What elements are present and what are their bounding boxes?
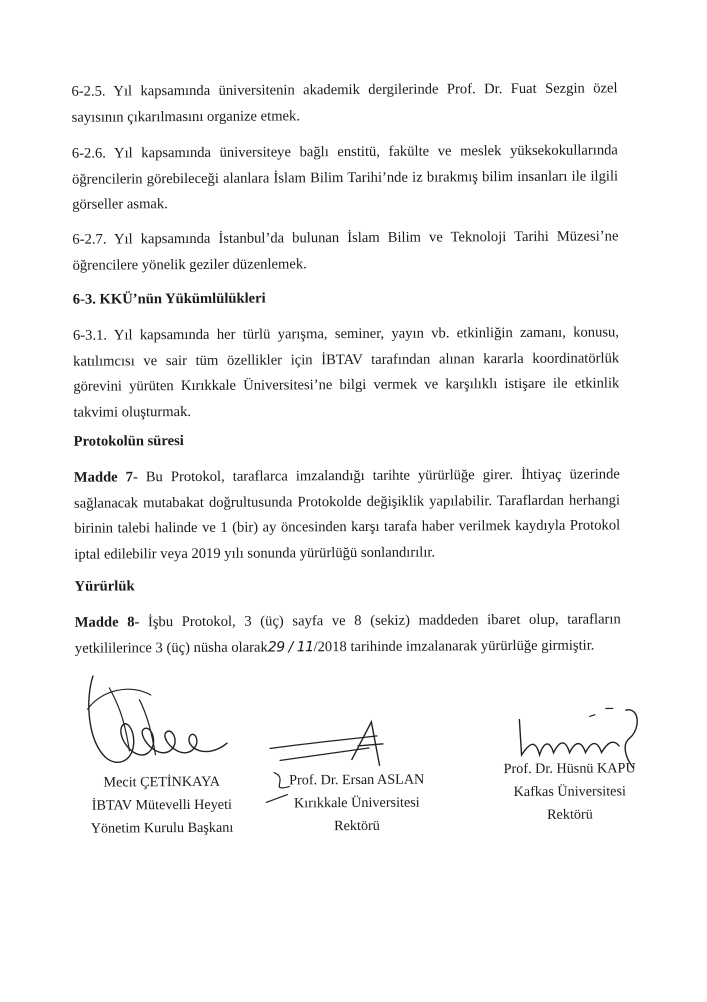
signatory-block-ibtav xyxy=(62,771,262,841)
signatory-position: Rektörü xyxy=(547,806,593,823)
article-6-2-6: 6-2.6. Yıl kapsamında üniversiteye bağlı enstitü, fakülte ve meslek yüksekokullarında öğrencilerin görebileceği alanlara İslam Bilim Tarihi’nde iz bırakmış bilim insanları ile ilgili görseller asmak. xyxy=(71,142,619,213)
section-heading-duration: Protokolün süresi xyxy=(73,433,184,450)
article-6-3-1: 6-3.1. Yıl kapsamında her türlü yarışma, seminer, yayın vb. etkinliğin zamanı, konusu, katılımcısı ve sair tüm özellikler için İBTAV tarafından alınan kararla koordinatörlük görevini yürüten Kırıkkale Üniversitesi’ne bilgi vermek ve karşılıklı istişare ile etkinlik takvimi oluşturmak. xyxy=(72,324,620,421)
article-8 xyxy=(75,607,621,661)
signatory-title: İBTAV Mütevelli Heyeti xyxy=(91,796,233,814)
signatory-block-kafkas xyxy=(470,757,670,827)
handwritten-date: 29 / 11 xyxy=(267,638,314,656)
section-heading-effectiveness: Yürürlük xyxy=(74,578,135,595)
article-8-text-a: İşbu Protokol, 3 (üç) sayfa ve 8 (sekiz) maddeden ibaret olup, tarafların yetkililerince 3 (üç) nüsha olarak xyxy=(74,611,621,657)
article-7-label: Madde 7- xyxy=(73,469,138,486)
signatory-name: Mecit ÇETİNKAYA xyxy=(103,773,221,791)
signatory-name: Prof. Dr. Ersan ASLAN xyxy=(289,771,425,789)
article-6-2-5: 6-2.5. Yıl kapsamında üniversitenin akademik dergilerinde Prof. Dr. Fuat Sezgin özel sayısının çıkarılmasını organize etmek. xyxy=(71,80,618,126)
article-8-label: Madde 8- xyxy=(74,614,140,631)
signature-mecit-cetinkaya xyxy=(81,669,232,780)
signatory-position: Yönetim Kurulu Başkanı xyxy=(90,819,234,837)
signatory-block-kirikkale xyxy=(257,768,457,838)
article-8-text-b: /2018 tarihinde imzalanarak yürürlüğe girmiştir. xyxy=(313,637,595,655)
article-7 xyxy=(74,462,621,567)
signatory-title: Kafkas Üniversitesi xyxy=(513,783,626,801)
article-7-text: Bu Protokol, taraflarca imzalandığı tarihte yürürlüğe girer. İhtiyaç üzerinde sağlanacak mutabakat doğrultusunda Protokolde değişiklik yapılabilir. Taraflardan herhangi birinin talebi halinde ve 1 (bir) ay öncesinden karşı tarafa haber verilmek kaydıyla Protokol iptal edilebilir veya 2019 yılı sonunda yürürlüğü sonlandırılır. xyxy=(73,466,621,563)
signatory-title: Kırıkkale Üniversitesi xyxy=(293,794,420,812)
article-6-2-7: 6-2.7. Yıl kapsamında İstanbul’da bulunan İslam Bilim ve Teknoloji Tarihi Müzesi’ne öğrencilere yönelik geziler düzenlemek. xyxy=(72,228,619,274)
signatory-position: Rektörü xyxy=(334,817,380,835)
signatory-name: Prof. Dr. Hüsnü KAPU xyxy=(503,760,636,778)
section-heading-6-3: 6-3. KKÜ’nün Yükümlülükleri xyxy=(72,290,266,308)
